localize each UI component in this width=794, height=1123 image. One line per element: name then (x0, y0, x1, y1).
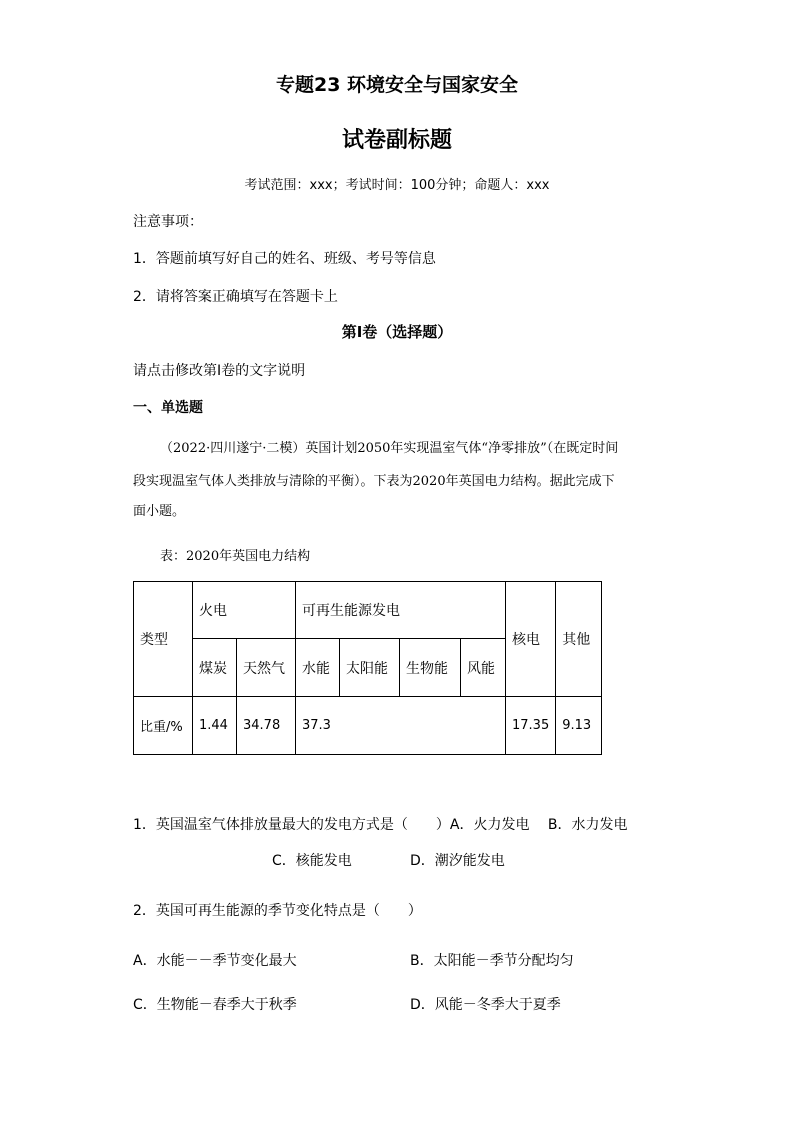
section-description: 请点击修改第I卷的文字说明 (133, 363, 306, 379)
question-2-stem: 2．英国可再生能源的季节变化特点是（ ） (133, 903, 422, 919)
table-caption: 表：2020年英国电力结构 (160, 549, 311, 564)
value-coal: 1.44 (193, 697, 237, 755)
value-nuclear: 17.35 (506, 697, 556, 755)
question-1-option-c: C．核能发电 (272, 853, 352, 869)
header-other: 其他 (556, 582, 602, 697)
header-type: 类型 (134, 582, 193, 697)
question-2-option-a: A．水能－－季节变化最大 (133, 953, 297, 969)
passage-line-2: 段实现温室气体人类排放与清除的平衡）。下表为2020年英国电力结构。据此完成下 (133, 474, 615, 489)
notes-heading: 注意事项： (133, 214, 203, 230)
col-hydro: 水能 (296, 639, 340, 697)
question-2-option-d: D．风能－冬季大于夏季 (410, 997, 561, 1013)
notes-item-1: 1．答题前填写好自己的姓名、班级、考号等信息 (133, 251, 436, 267)
header-renewable: 可再生能源发电 (296, 582, 506, 639)
col-solar: 太阳能 (340, 639, 400, 697)
value-other: 9.13 (556, 697, 602, 755)
row-label-share: 比重/% (134, 697, 193, 755)
question-1-option-d: D．潮汐能发电 (410, 853, 505, 869)
document-subtitle: 试卷副标题 (341, 128, 452, 153)
document-title: 专题23 环境安全与国家安全 (275, 74, 519, 96)
electricity-structure-table (133, 581, 602, 755)
part-heading: 一、单选题 (133, 400, 203, 416)
value-gas: 34.78 (237, 697, 296, 755)
header-thermal: 火电 (193, 582, 296, 639)
question-2-option-b: B．太阳能－季节分配均匀 (410, 953, 574, 969)
exam-info: 考试范围：xxx；考试时间：100分钟；命题人：xxx (244, 178, 550, 193)
passage-line-3: 面小题。 (133, 504, 186, 519)
question-1-stem: 1．英国温室气体排放量最大的发电方式是（ ）A．火力发电 B．水力发电 (133, 817, 628, 833)
value-renewable: 37.3 (296, 697, 506, 755)
col-gas: 天然气 (237, 639, 296, 697)
passage-line-1: （2022·四川遂宁·二模）英国计划2050年实现温室气体“净零排放”（在既定时间 (160, 441, 619, 456)
col-wind: 风能 (461, 639, 506, 697)
col-bio: 生物能 (400, 639, 461, 697)
col-coal: 煤炭 (193, 639, 237, 697)
notes-item-2: 2．请将答案正确填写在答题卡上 (133, 289, 338, 305)
question-2-option-c: C．生物能－春季大于秋季 (133, 997, 297, 1013)
header-nuclear: 核电 (506, 582, 556, 697)
section-title: 第I卷（选择题） (341, 323, 453, 341)
